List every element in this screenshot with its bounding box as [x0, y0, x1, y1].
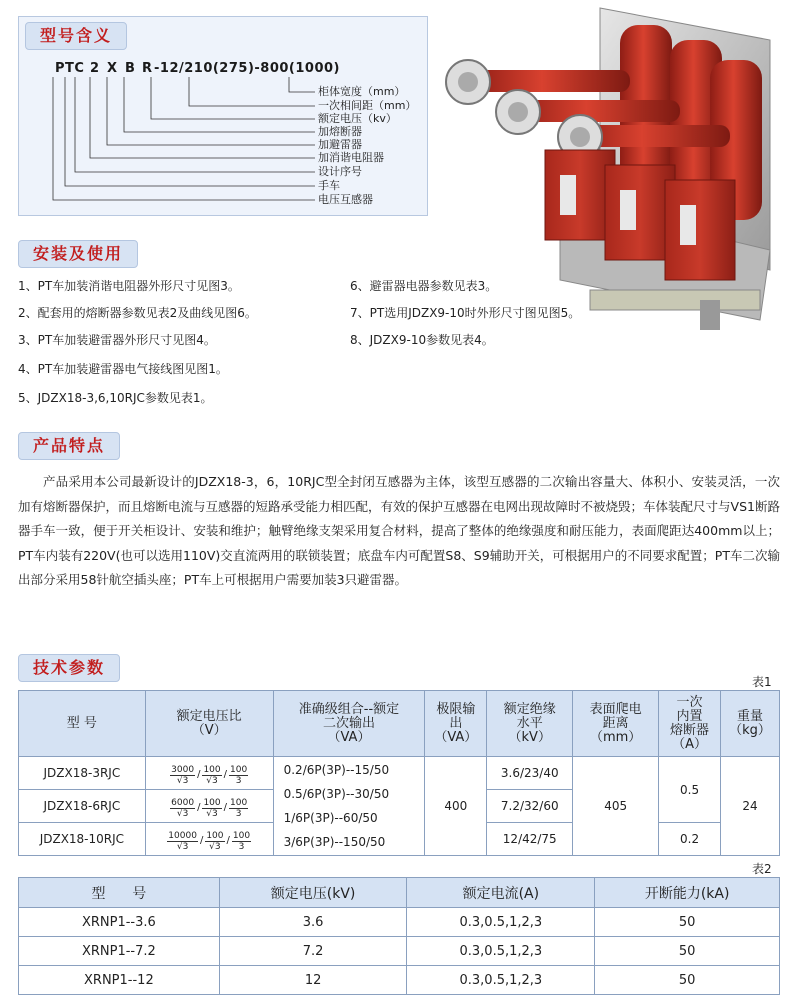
ratio-den: 3 — [235, 808, 242, 819]
ratio-num: 100 — [203, 797, 221, 808]
install-item-1: 1、PT车加装消谐电阻器外形尺寸见图3。 — [18, 279, 240, 293]
legend-design-serial: 设计序号 — [318, 165, 362, 178]
ratio-num: 100 — [203, 764, 221, 775]
code-part-x: X — [107, 61, 118, 76]
t1-header-accuracy: 准确级组合--额定 二次输出 （VA） — [273, 691, 425, 757]
t2-cell: 0.3,0.5,1,2,3 — [407, 908, 595, 937]
t2-cell: 3.6 — [219, 908, 407, 937]
table1 — [18, 690, 780, 856]
table1-header-row — [19, 691, 780, 757]
t1-insulation-cell: 3.6/23/40 — [487, 757, 573, 790]
t1-fuse-cell: 0.2 — [659, 823, 721, 856]
features-title: 产品特点 — [18, 432, 120, 460]
ratio-den: 3 — [235, 775, 242, 786]
t1-fuse-cell: 0.5 — [659, 757, 721, 823]
ratio-num: 100 — [206, 830, 224, 841]
t2-cell: 50 — [595, 966, 780, 995]
t2-cell: 50 — [595, 908, 780, 937]
legend-truck: 手车 — [318, 179, 340, 192]
accuracy-line: 0.5/6P(3P)--30/50 — [283, 787, 390, 801]
t1-header-weight: 重量 （kg） — [721, 691, 780, 757]
t1-accuracy-cell — [273, 757, 425, 856]
ratio-num: 3000 — [171, 764, 195, 775]
install-item-2: 2、配套用的熔断器参数见表2及曲线见图6。 — [18, 306, 257, 320]
install-item-4: 4、PT车加装避雷器电气接线图见图1。 — [18, 362, 228, 376]
t2-header-current: 额定电流(A) — [407, 878, 595, 908]
legend-voltage-transformer: 电压互感器 — [318, 193, 373, 206]
install-item-8: 8、JDZX9-10参数见表4。 — [350, 333, 494, 347]
table2-header-row — [19, 878, 780, 908]
tech-title: 技术参数 — [18, 654, 120, 682]
code-part-r: R — [142, 61, 153, 76]
ratio-den: 3 — [238, 841, 245, 852]
t1-ratio-cell: $\frac{6000}{√3}$ / $\frac{100}{√3}$ / $\frac{100}{3}$ — [145, 790, 273, 823]
legend-phase-distance: 一次相间距（mm） — [318, 99, 417, 112]
install-item-7: 7、PT选用JDZX9-10时外形尺寸图见图5。 — [350, 306, 581, 320]
features-text: 产品采用本公司最新设计的JDZX18-3，6，10RJC型全封闭互感器为主体，该型互感器的二次输出容量大、体积小、安装灵活，一次加有熔断器保护，而且熔断电流与互感器的短路承受能力相匹配，有效的保护互感器在电网出现故障时不被烧毁；车体装配尺寸与VS1断路器手车一致，便于开关柜设计、安装和维护；触臂绝缘支架采用复合材料，提高了整体的绝缘强度和耐压能力，表面爬距达400mm以上；PT车内装有220V(也可以选用110V)交直流两用的联锁装置；底盘车内可配置S8、S9辅助开关，可根据用户的不同要求配置；PT车二次输出部分采用58针航空插头座；PT车上可根据用户需要加装3只避雷器。 — [18, 474, 780, 587]
ratio-num: 100 — [232, 830, 251, 841]
ratio-den: √3 — [176, 775, 189, 786]
model-meaning-panel — [18, 16, 428, 216]
legend-cabinet-width: 柜体宽度（mm） — [318, 85, 406, 98]
install-item-3: 3、PT车加装避雷器外形尺寸见图4。 — [18, 333, 216, 347]
t2-header-breaking: 开断能力(kA) — [595, 878, 780, 908]
t2-cell: XRNP1--7.2 — [19, 937, 220, 966]
t1-model-cell: JDZX18-6RJC — [19, 790, 146, 823]
t2-header-model: 型 号 — [19, 878, 220, 908]
table1-label: 表1 — [752, 675, 772, 689]
t1-header-ratio: 额定电压比 （V） — [145, 691, 273, 757]
t2-cell: 50 — [595, 937, 780, 966]
ratio-den: √3 — [206, 775, 218, 786]
legend-arrester: 加避雷器 — [318, 138, 362, 151]
table2-label: 表2 — [752, 862, 772, 876]
ratio-num: 100 — [230, 764, 248, 775]
table2 — [18, 877, 780, 995]
t1-header-fuse: 一次 内置 熔断器 （A） — [659, 691, 721, 757]
accuracy-line: 1/6P(3P)--60/50 — [283, 811, 378, 825]
t1-limit-cell: 400 — [425, 757, 487, 856]
t1-header-model: 型 号 — [19, 691, 146, 757]
ratio-num: 100 — [230, 797, 248, 808]
t2-cell: 0.3,0.5,1,2,3 — [407, 966, 595, 995]
table-row — [19, 757, 780, 790]
t2-cell: 0.3,0.5,1,2,3 — [407, 937, 595, 966]
t1-model-cell: JDZX18-10RJC — [19, 823, 146, 856]
table-row — [19, 966, 780, 995]
code-part-b: B — [125, 61, 136, 76]
code-part-spec: -12/210(275)-800(1000) — [154, 61, 340, 76]
t1-insulation-cell: 7.2/32/60 — [487, 790, 573, 823]
ratio-den: √3 — [176, 808, 189, 819]
table-row — [19, 937, 780, 966]
model-meaning-title: 型号含义 — [25, 22, 127, 50]
code-part-ptc: PTC — [55, 61, 85, 76]
t2-cell: XRNP1--12 — [19, 966, 220, 995]
accuracy-line: 0.2/6P(3P)--15/50 — [283, 763, 390, 777]
features-paragraph — [18, 470, 780, 593]
t2-header-voltage: 额定电压(kV) — [219, 878, 407, 908]
accuracy-line: 3/6P(3P)--150/50 — [283, 835, 386, 849]
t2-cell: 7.2 — [219, 937, 407, 966]
ratio-num: 6000 — [171, 797, 195, 808]
ratio-den: √3 — [209, 841, 221, 852]
t1-header-insulation: 额定绝缘 水平 （kV） — [487, 691, 573, 757]
ratio-den: √3 — [176, 841, 189, 852]
install-item-5: 5、JDZX18-3,6,10RJC参数见表1。 — [18, 391, 213, 405]
t1-header-creepage: 表面爬电 距离 （mm） — [573, 691, 659, 757]
t1-creepage-cell: 405 — [573, 757, 659, 856]
install-title: 安装及使用 — [18, 240, 138, 268]
t1-insulation-cell: 12/42/75 — [487, 823, 573, 856]
legend-rated-voltage: 额定电压（kv） — [318, 112, 397, 125]
table-row — [19, 908, 780, 937]
t1-ratio-cell: $\frac{10000}{√3}$ / $\frac{100}{√3}$ / $\frac{100}{3}$ — [145, 823, 273, 856]
ratio-den: √3 — [206, 808, 218, 819]
t1-model-cell: JDZX18-3RJC — [19, 757, 146, 790]
t1-weight-cell: 24 — [721, 757, 780, 856]
t1-header-limit: 极限输 出 （VA） — [425, 691, 487, 757]
t2-cell: 12 — [219, 966, 407, 995]
legend-resistor: 加消谐电阻器 — [318, 151, 384, 164]
code-part-2: 2 — [90, 61, 100, 76]
t2-cell: XRNP1--3.6 — [19, 908, 220, 937]
legend-fuse: 加熔断器 — [318, 125, 362, 138]
install-item-6: 6、避雷器电器参数见表3。 — [350, 279, 498, 293]
t1-ratio-cell: $\frac{3000}{√3}$ / $\frac{100}{√3}$ / $\frac{100}{3}$ — [145, 757, 273, 790]
ratio-num: 10000 — [168, 830, 197, 841]
